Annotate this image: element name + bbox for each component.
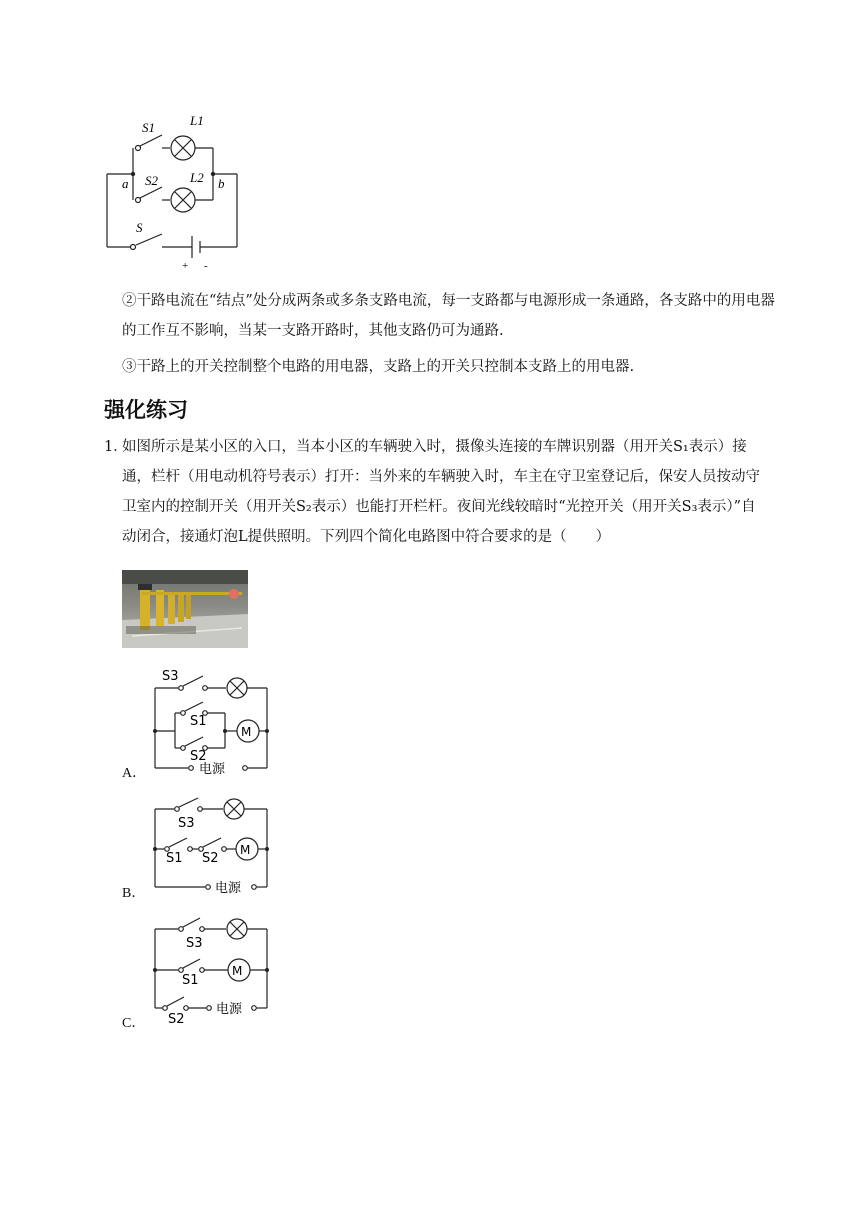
node-a-label: a	[122, 176, 129, 191]
option-a-s3: S3	[162, 669, 179, 684]
option-b-source: 电源	[215, 881, 242, 896]
question-1	[104, 432, 764, 552]
option-b-s2: S2	[202, 851, 219, 866]
option-b-circuit	[148, 794, 273, 898]
option-c-circuit	[148, 910, 273, 1026]
note-2: ②干路电流在“结点”处分成两条或多条支路电流，每一支路都与电源形成一条通路，各支路中的用电器的工作互不影响，当某一支路开路时，其他支路仍可为通路.	[122, 293, 775, 339]
option-a-source: 电源	[199, 762, 226, 777]
option-c-label: C．	[122, 1016, 146, 1031]
option-b-label: B．	[122, 886, 146, 901]
option-c-s3: S3	[186, 936, 203, 951]
question-number: 1．	[104, 439, 128, 455]
s-label: S	[136, 220, 143, 235]
option-c-motor: M	[232, 964, 243, 978]
gate-photo	[122, 570, 248, 648]
section-title: 强化练习	[104, 398, 188, 422]
l1-label: L1	[190, 113, 204, 128]
node-b-label: b	[218, 176, 225, 191]
option-a-motor: M	[241, 725, 252, 739]
l2-label: L2	[190, 170, 204, 185]
option-a-s1: S1	[190, 714, 207, 729]
parallel-circuit-diagram	[100, 108, 250, 273]
question-text: 如图所示是某小区的入口，当本小区的车辆驶入时，摄像头连接的车牌识别器（用开关S₁表示）接通，栏杆（用电动机符号表示）打开：当外来的车辆驶入时，车主在守卫室登记后，保安人员按动守卫室内的控制开关（用开关S₂表示）也能打开栏杆。夜间光线较暗时“光控开关（用开关S₃表示）”自动闭合，接通灯泡L提供照明。下列四个简化电路图中符合要求的是（ ）	[122, 439, 760, 545]
option-c-s2: S2	[168, 1012, 185, 1026]
option-c-s1: S1	[182, 973, 199, 988]
note-3: ③干路上的开关控制整个电路的用电器，支路上的开关只控制本支路上的用电器.	[122, 359, 635, 375]
option-a-label: A．	[122, 766, 147, 781]
plus-label: +	[182, 260, 189, 272]
s2-label: S2	[145, 173, 158, 188]
minus-label: -	[204, 260, 208, 272]
option-a-circuit	[148, 664, 273, 780]
option-a-s2: S2	[190, 749, 207, 764]
option-b-s3: S3	[178, 816, 195, 831]
option-b-motor: M	[240, 843, 251, 857]
option-b-s1: S1	[166, 851, 183, 866]
s1-label: S1	[142, 120, 155, 135]
option-c-source: 电源	[216, 1002, 243, 1017]
